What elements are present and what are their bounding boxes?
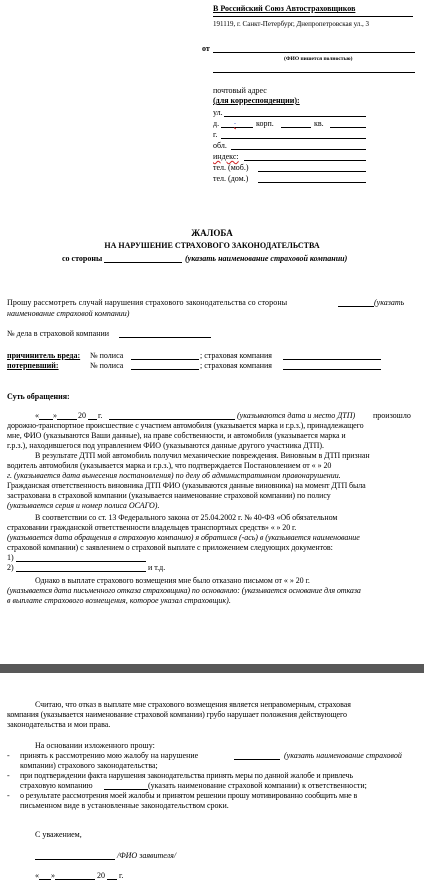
street-field[interactable] bbox=[224, 116, 366, 117]
facts-p1-month-field[interactable] bbox=[57, 419, 77, 420]
addressee-underline bbox=[213, 16, 413, 17]
culprit-company-field[interactable] bbox=[283, 359, 381, 360]
facts-p4-line1: Однако в выплате страхового возмещения мне было отказано письмом от « » 20 г. bbox=[35, 576, 310, 585]
fio-hint: (ФИО пишется полностью) bbox=[284, 56, 353, 62]
facts-p4-line3: в выплате страхового возмещения, которое указал страховщик). bbox=[7, 596, 231, 605]
title-complaint: ЖАЛОБА bbox=[191, 228, 233, 238]
facts-p3-line2: страховании гражданской ответственности владельцев транспортных средств» « » 20 г. bbox=[7, 523, 297, 532]
facts-p1-line2: дорожно-транспортное происшествие с участием автомобиля (указывается марка и г.р.з.), принадлежащего bbox=[7, 421, 364, 430]
intro-company-field[interactable] bbox=[338, 306, 374, 307]
intro-text: Прошу рассмотреть случай нарушения страхового законодательства со стороны bbox=[7, 298, 288, 307]
facts-p1-place-field[interactable] bbox=[109, 419, 235, 420]
p2-line3: законодательства и мои права. bbox=[7, 720, 111, 729]
street-label: ул. bbox=[213, 108, 223, 117]
facts-p2-line1: В результате ДТП мой автомобиль получил механические повреждения. Виновным в ДТП признан bbox=[35, 451, 370, 460]
facts-p1-g: г. bbox=[98, 411, 103, 420]
from-field[interactable] bbox=[213, 52, 415, 53]
facts-p3-line4: страховой компании) с заявлением о страховой выплате с приложением следующих документов: bbox=[7, 543, 333, 552]
doc2-field[interactable] bbox=[16, 571, 146, 572]
facts-p1-line3: мне, ФИО (указываются Ваши данные), на праве собственности, и автомобиля (указывается марка и bbox=[7, 431, 346, 440]
item2-line1: при подтверждении факта нарушения законодательства принять меры по данной жалобе и привлечь bbox=[20, 771, 353, 780]
culprit-company-label: ; страховая компания bbox=[200, 351, 272, 360]
date-year: 20 bbox=[97, 871, 105, 880]
culprit-label: причинитель вреда: bbox=[7, 351, 81, 360]
phone-mob-label: тел. (моб.) bbox=[213, 163, 249, 172]
request-label: На основании изложенного прошу: bbox=[35, 741, 155, 750]
date-quote-close: » bbox=[51, 871, 55, 880]
case-label: № дела в страховой компании bbox=[7, 329, 110, 338]
date-quote-open: « bbox=[35, 871, 39, 880]
doc-etc: и т.д. bbox=[148, 563, 166, 572]
house-field[interactable] bbox=[221, 127, 253, 128]
addressee-address: 191119, г. Санкт-Петербург, Днепропетровская ул., 3 bbox=[213, 20, 370, 28]
culprit-policy-field[interactable] bbox=[131, 359, 199, 360]
facts-p1-quote-close: » bbox=[53, 411, 57, 420]
title-from-prefix: со стороны bbox=[62, 254, 103, 263]
victim-policy-label: № полиса bbox=[90, 361, 124, 370]
victim-company-field[interactable] bbox=[283, 369, 381, 370]
facts-p1-hint: (указываются дата и место ДТП) bbox=[237, 411, 356, 420]
date-year-field[interactable] bbox=[107, 879, 117, 880]
house-label: д. bbox=[213, 119, 220, 128]
phone-home-label: тел. (дом.) bbox=[213, 174, 249, 183]
p2-line2: компания (указывается наименование страховой компании) грубо нарушает положения действующего bbox=[7, 710, 347, 719]
item1-line2: компании) страхового законодательства; bbox=[20, 761, 158, 770]
title-company-hint: (указать наименование страховой компании) bbox=[185, 254, 348, 263]
bullet-3: - bbox=[7, 791, 10, 800]
item1-hint: (указать наименование страховой bbox=[284, 751, 402, 760]
region-field[interactable] bbox=[231, 149, 366, 150]
index-label: индекс: bbox=[213, 152, 239, 161]
item1-field[interactable] bbox=[234, 759, 280, 760]
case-field[interactable] bbox=[119, 337, 211, 338]
victim-company-label: ; страховая компания bbox=[200, 361, 272, 370]
bullet-2: - bbox=[7, 771, 10, 780]
doc1-label: 1) bbox=[7, 553, 14, 562]
facts-p2-line2: водитель автомобиля (указывается марка и г.р.з.), что подтверждается Постановлением от « » 20 bbox=[7, 461, 332, 470]
bullet-1: - bbox=[7, 751, 10, 760]
facts-p1-year: 20 bbox=[78, 411, 86, 420]
signature-field[interactable] bbox=[35, 859, 115, 860]
item1-line1: принять к рассмотрению мою жалобу на нарушение bbox=[20, 751, 199, 760]
facts-p1-line4: г.р.з.), находившегося под управлением ФИО (указываются данные другого участника ДТП). bbox=[7, 441, 325, 450]
facts-p2-line3: г. (указывается дата вынесения постановления) по делу об административном правонарушении. bbox=[7, 471, 341, 480]
korp-label: корп. bbox=[256, 119, 274, 128]
from-field-2[interactable] bbox=[213, 72, 415, 73]
kv-field[interactable] bbox=[330, 127, 366, 128]
item3-line1: о результате рассмотрения моей жалобы и принятом решении прошу мотивированно сообщить мне в bbox=[20, 791, 358, 800]
city-label: г. bbox=[213, 130, 218, 139]
region-label: обл. bbox=[213, 141, 227, 150]
kv-label: кв. bbox=[314, 119, 324, 128]
from-label: от bbox=[202, 44, 210, 53]
doc1-field[interactable] bbox=[16, 561, 146, 562]
item3-line2: письменном виде в установленные законодательством сроки. bbox=[20, 801, 229, 810]
facts-p2-line5: застрахована в страховой компании (указывается наименование страховой компании) по полису bbox=[7, 491, 331, 500]
victim-policy-field[interactable] bbox=[131, 369, 199, 370]
house-mark: . bbox=[234, 117, 236, 126]
signature-hint: /ФИО заявителя/ bbox=[117, 851, 177, 860]
facts-p1-happened: произошло bbox=[373, 411, 411, 420]
item2-field[interactable] bbox=[104, 789, 148, 790]
date-g: г. bbox=[119, 871, 124, 880]
correspondence-label: (для корреспонденции): bbox=[213, 96, 300, 105]
facts-p4-line2: (указывается дата письменного отказа страховщика) по основанию: (указывается основание для отказа bbox=[7, 586, 361, 595]
facts-p3-line3: (указывается дата обращения в страховую компанию) я обратился (-ась) в (указывается наименование bbox=[7, 533, 360, 542]
facts-heading: Суть обращения: bbox=[7, 392, 70, 401]
postal-label: почтовый адрес bbox=[213, 86, 267, 95]
victim-label: потерпевший: bbox=[7, 361, 59, 370]
facts-p2-line4: Гражданская ответственность виновника ДТП ФИО (указываются данные виновника) на момент ДТП была bbox=[7, 481, 366, 490]
culprit-policy-label: № полиса bbox=[90, 351, 124, 360]
page-divider bbox=[0, 664, 424, 673]
phone-mob-field[interactable] bbox=[258, 171, 366, 172]
intro-hint-a: (указать bbox=[374, 298, 405, 307]
facts-p1-day-field[interactable] bbox=[39, 419, 53, 420]
intro-hint-b: наименование страховой компании) bbox=[7, 309, 130, 318]
phone-home-field[interactable] bbox=[258, 182, 366, 183]
index-field[interactable] bbox=[244, 160, 366, 161]
facts-p1-quote-open: « bbox=[35, 411, 39, 420]
title-company-field[interactable] bbox=[104, 262, 182, 263]
p2-line1: Считаю, что отказ в выплате мне страхового возмещения является неправомерным, страховая bbox=[35, 700, 351, 709]
facts-p2-line6: (указывается серия и номер полиса ОСАГО). bbox=[7, 501, 160, 510]
item2-line2a: страховую компанию bbox=[20, 781, 93, 790]
date-month-field[interactable] bbox=[55, 879, 95, 880]
city-field[interactable] bbox=[221, 138, 366, 139]
addressee: В Российский Союз Автостраховщиков bbox=[213, 4, 356, 13]
facts-p3-line1: В соответствии со ст. 13 Федерального закона от 25.04.2002 г. № 40-ФЗ «Об обязательном bbox=[35, 513, 338, 522]
title-subject: НА НАРУШЕНИЕ СТРАХОВОГО ЗАКОНОДАТЕЛЬСТВА bbox=[104, 241, 320, 250]
item2-line2b: (указать наименование страховой компании) к ответственности; bbox=[148, 781, 367, 790]
doc2-label: 2) bbox=[7, 563, 14, 572]
korp-field[interactable] bbox=[281, 127, 311, 128]
regards: С уважением, bbox=[35, 830, 82, 839]
facts-p1-year-field[interactable] bbox=[88, 419, 97, 420]
date-day-field[interactable] bbox=[39, 879, 51, 880]
